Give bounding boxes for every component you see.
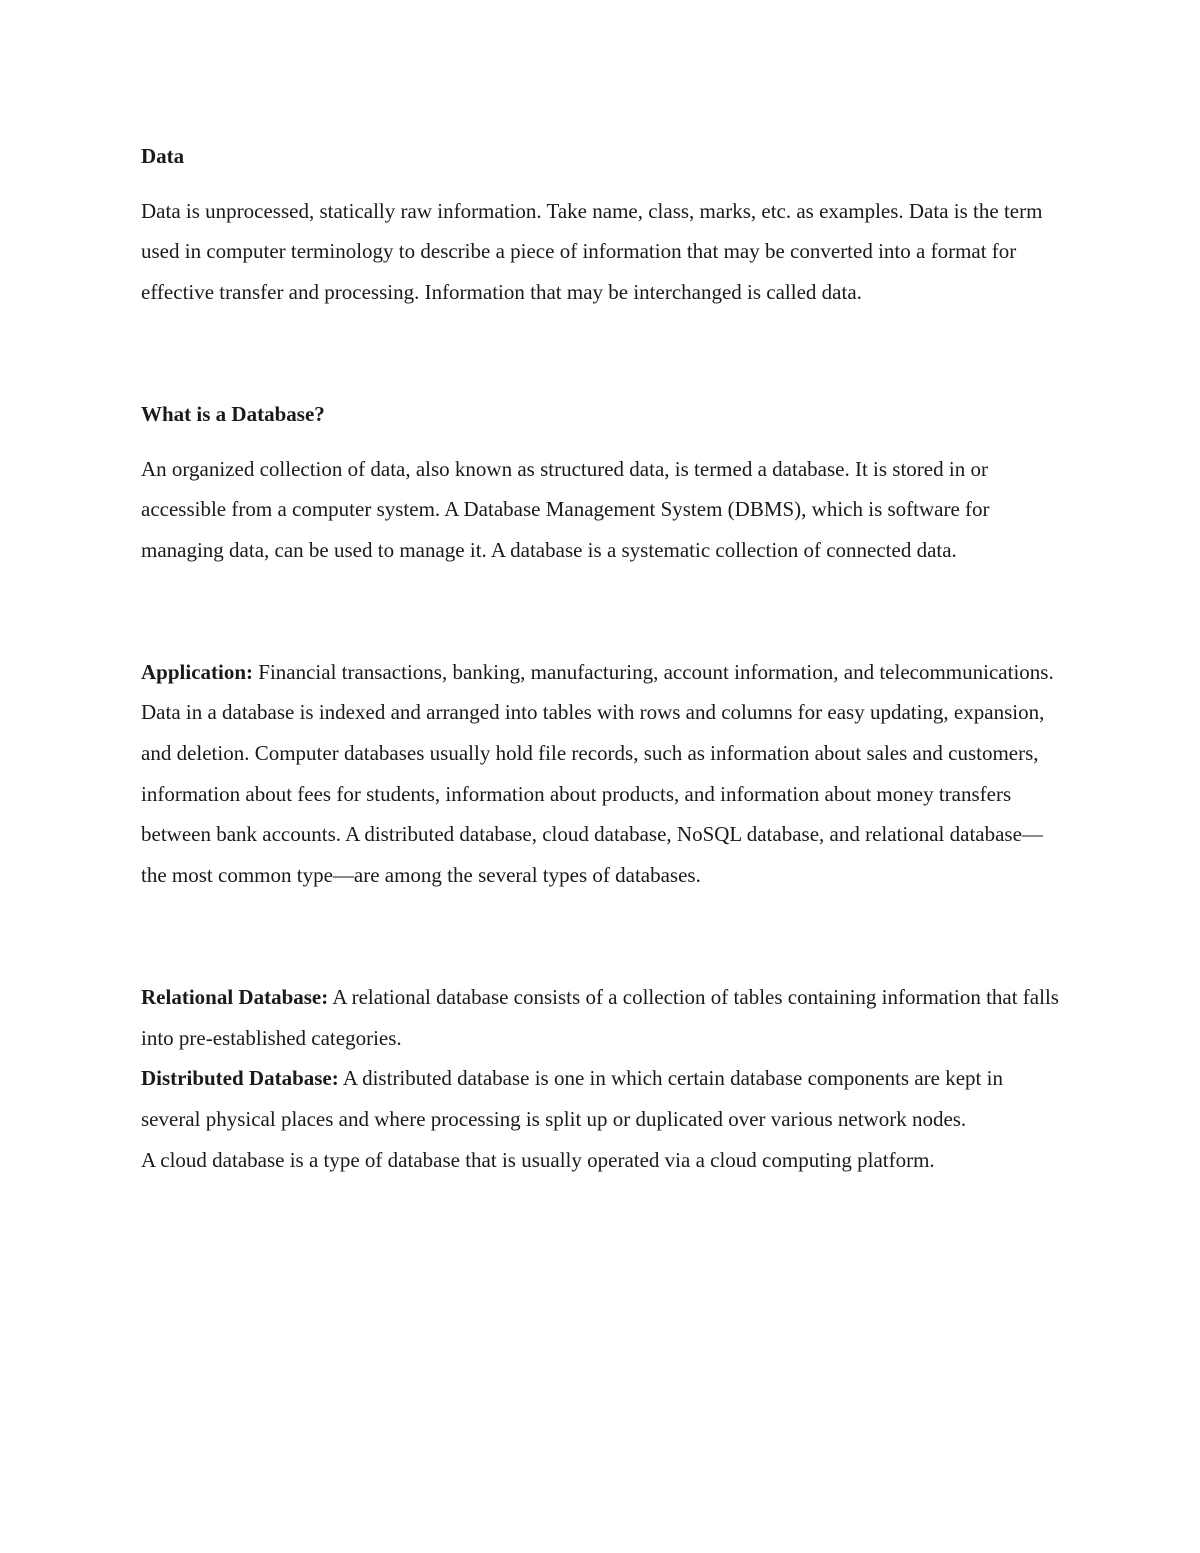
document-body xyxy=(141,136,1066,1180)
relational-database-label: Relational Database: xyxy=(141,984,329,1009)
paragraph-cloud-database: A cloud database is a type of database that is usually operated via a cloud computing platform. xyxy=(141,1147,935,1172)
paragraph-distributed-database xyxy=(141,1058,1066,1139)
heading-what-is-database: What is a Database? xyxy=(141,401,325,426)
heading-data: Data xyxy=(141,144,185,168)
paragraph-relational-database xyxy=(141,977,1066,1058)
paragraph-data: Data is unprocessed, statically raw information. Take name, class, marks, etc. as examples. Data is the term used in computer terminology to describe a piece of information that may be converted into a format for effective transfer and processing. Information that may be interchanged is called data. xyxy=(141,198,1043,305)
relational-database-text: A relational database consists of a collection of tables containing information that falls into pre-established categories. xyxy=(141,984,1059,1050)
distributed-database-text: A distributed database is one in which certain database components are kept in several physical places and where processing is split up or duplicated over various network nodes. xyxy=(141,1066,1003,1131)
distributed-database-label: Distributed Database: xyxy=(141,1066,339,1091)
paragraph-application xyxy=(141,652,1066,693)
application-text: Financial transactions, banking, manufacturing, account information, and telecommunications. xyxy=(253,659,1054,684)
paragraph-database-details: Data in a database is indexed and arranged into tables with rows and columns for easy updating, expansion, and deletion. Computer databases usually hold file records, such as information about sales and customers, information about fees for students, information about products, and information about money transfers between bank accounts. A distributed database, cloud database, NoSQL database, and relational database—the most common type—are among the several types of databases. xyxy=(141,700,1045,888)
paragraph-database: An organized collection of data, also known as structured data, is termed a database. It is stored in or accessible from a computer system. A Database Management System (DBMS), which is software for managing data, can be used to manage it. A database is a systematic collection of connected data. xyxy=(141,456,990,562)
application-label: Application: xyxy=(141,659,254,684)
